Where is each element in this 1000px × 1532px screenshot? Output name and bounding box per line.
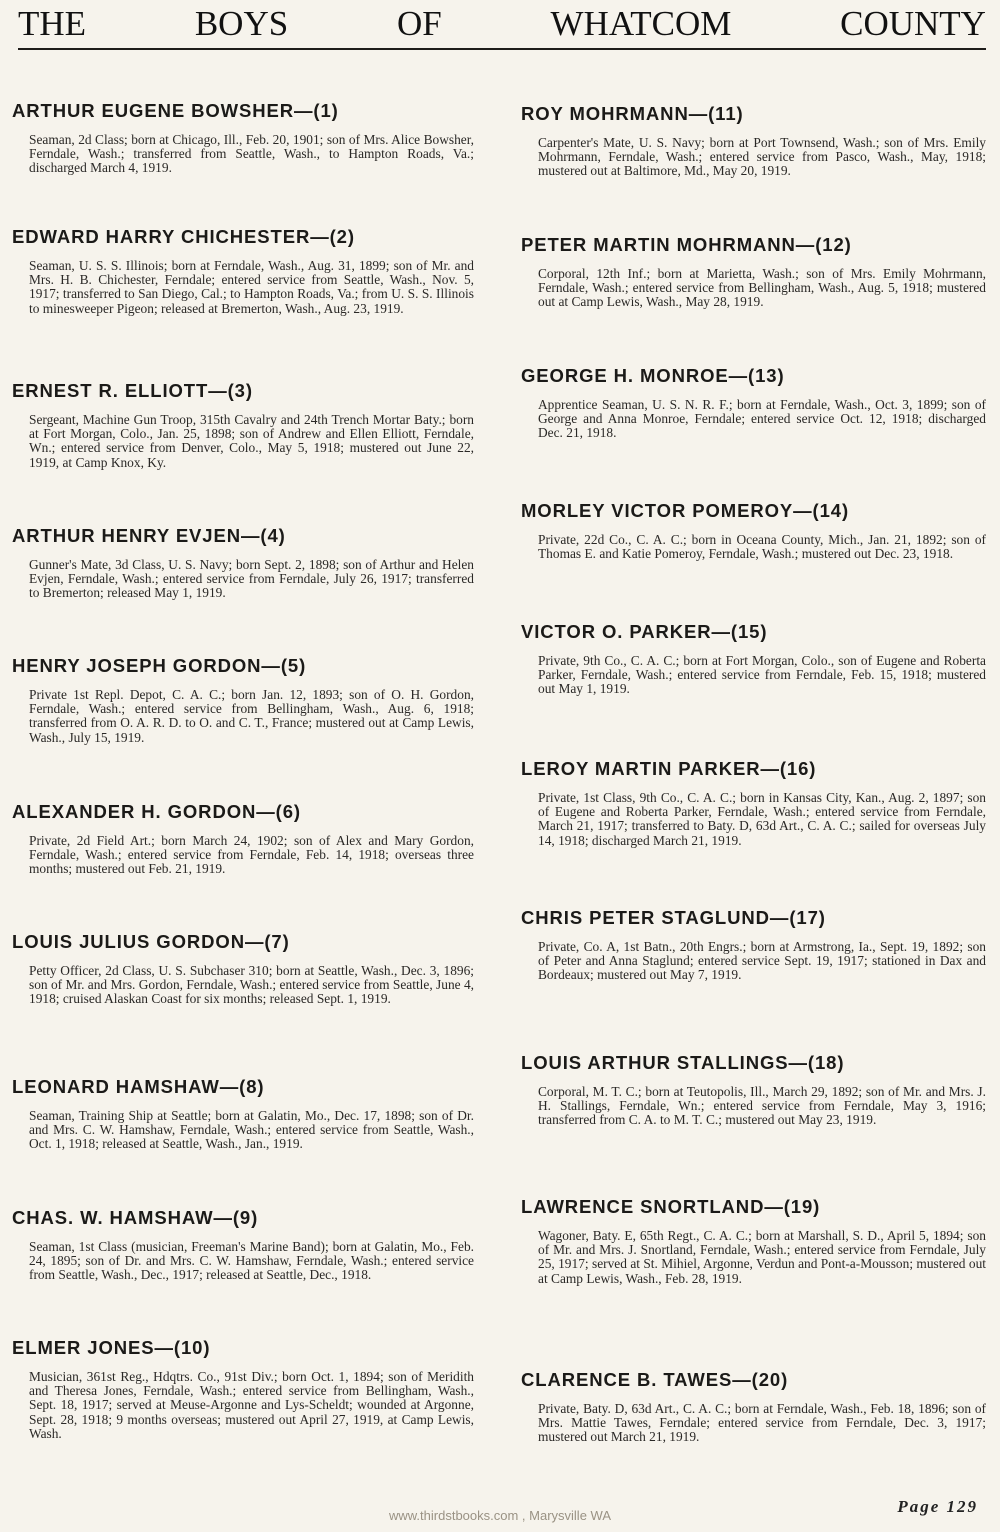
entry-name: CHRIS PETER STAGLUND—(17) [521, 907, 826, 928]
entry-text: Sergeant, Machine Gun Troop, 315th Cavalry and 24th Trench Mortar Baty.; born at Fort Morgan, Colo., Jan. 25, 1898; son of Andrew and Ellen Elliott, Ferndale, Wn.; entered service from Denver, Colo., May 5, 1918; mustered out June 22, 1919, at Camp Knox, Ky. [29, 412, 474, 470]
roster-entry [12, 801, 474, 877]
header-word: THE [18, 4, 87, 43]
roster-entry [12, 525, 474, 601]
roster-entry [521, 621, 986, 697]
entry-name: ARTHUR EUGENE BOWSHER—(1) [12, 100, 339, 121]
entry-name: VICTOR O. PARKER—(15) [521, 621, 768, 642]
entry-text: Musician, 361st Reg., Hdqtrs. Co., 91st Div.; born Oct. 1, 1894; son of Meridith and Theresa Jones, Ferndale, Wash.; entered service from Bellingham, Wash., Sept. 18, 1917; served at Meuse-Argonne and Lys-Scheldt; wounded at Argonne, Sept. 28, 1918; 9 months overseas; mustered out April 27, 1919, at Camp Lewis, Wash. [29, 1369, 474, 1441]
entry-name: ALEXANDER H. GORDON—(6) [12, 801, 301, 822]
roster-entry [12, 1076, 474, 1152]
entry-name: GEORGE H. MONROE—(13) [521, 365, 785, 386]
entry-name: LOUIS JULIUS GORDON—(7) [12, 931, 290, 952]
roster-entry [521, 103, 986, 179]
roster-entry [12, 931, 474, 1007]
roster-entry [12, 380, 474, 470]
entry-text: Private, 22d Co., C. A. C.; born in Oceana County, Mich., Jan. 21, 1892; son of Thomas E. and Katie Pomeroy, Ferndale, Wash.; mustered out Dec. 23, 1918. [538, 532, 986, 562]
entry-text: Private, 1st Class, 9th Co., C. A. C.; born in Kansas City, Kan., Aug. 2, 1897; son of Eugene and Roberta Parker, Ferndale, Wash.; entered service from Ferndale, March 21, 1917; transferred to Baty. D, 63d Art., C. A. C.; sailed for overseas July 14, 1918; discharged March 21, 1919. [538, 790, 986, 848]
entry-text: Carpenter's Mate, U. S. Navy; born at Port Townsend, Wash.; son of Mrs. Emily Mohrmann, Ferndale, Wash.; entered service from Pasco, Wash., May, 1918; mustered out at Baltimore, Md., May 20, 1919. [538, 135, 986, 179]
entry-text: Private, 9th Co., C. A. C.; born at Fort Morgan, Colo., son of Eugene and Roberta Parker, Ferndale, Wash.; entered service from Ferndale, Feb. 15, 1918; mustered out May 1, 1919. [538, 653, 986, 697]
header-word: WHATCOM [550, 4, 732, 43]
roster-entry [521, 1052, 986, 1128]
entry-text: Private, Co. A, 1st Batn., 20th Engrs.; born at Armstrong, Ia., Sept. 19, 1892; son of Peter and Anna Staglund; entered service Sept. 19, 1917; stationed in Dax and Bordeaux; mustered out May 7, 1919. [538, 939, 986, 983]
entry-text: Seaman, 1st Class (musician, Freeman's Marine Band); born at Galatin, Mo., Feb. 24, 1895; son of Dr. and Mrs. C. W. Hamshaw, Ferndale, Wash.; entered service from Seattle, Wash., Dec., 1917; released at Seattle, Dec., 1918. [29, 1239, 474, 1283]
entry-name: MORLEY VICTOR POMEROY—(14) [521, 500, 850, 521]
entry-name: CLARENCE B. TAWES—(20) [521, 1369, 789, 1390]
entry-text: Private, Baty. D, 63d Art., C. A. C.; born at Ferndale, Wash., Feb. 18, 1896; son of Mrs. Mattie Tawes, Ferndale; entered service from Ferndale, Dec. 3, 1917; mustered out March 21, 1919. [538, 1401, 986, 1445]
entry-name: ELMER JONES—(10) [12, 1337, 211, 1358]
entry-text: Private 1st Repl. Depot, C. A. C.; born Jan. 12, 1893; son of O. H. Gordon, Ferndale, Wash.; entered service from Bellingham, Wash., Aug. 6, 1918; transferred from O. A. R. D. to O. and C. T., France; mustered out at Camp Lewis, Wash., July 15, 1919. [29, 687, 474, 745]
roster-entry [12, 1337, 474, 1441]
header-word: OF [396, 4, 442, 43]
entry-text: Apprentice Seaman, U. S. N. R. F.; born at Ferndale, Wash., Oct. 3, 1899; son of George and Anna Monroe, Ferndale; entered service Oct. 12, 1918; discharged Dec. 21, 1918. [538, 397, 986, 441]
entry-text: Gunner's Mate, 3d Class, U. S. Navy; born Sept. 2, 1898; son of Arthur and Helen Evjen, Ferndale, Wash.; entered service from Ferndale, July 26, 1917; transferred to Bremerton; released May 1, 1919. [29, 557, 474, 601]
entry-text: Seaman, U. S. S. Illinois; born at Ferndale, Wash., Aug. 31, 1899; son of Mr. and Mrs. H. B. Chichester, Ferndale; entered service from Seattle, Wash., Nov. 5, 1917; transferred to San Diego, Cal.; to Hampton Roads, Va.; from U. S. S. Illinois to minesweeper Pigeon; released at Bremerton, Wash., Aug. 23, 1919. [29, 258, 474, 316]
entry-text: Seaman, Training Ship at Seattle; born at Galatin, Mo., Dec. 17, 1898; son of Dr. and Mrs. C. W. Hamshaw, Ferndale, Wash.; entered service from Seattle, Wash., Oct. 1, 1918; released at Seattle, Wash., Jan., 1919. [29, 1108, 474, 1152]
roster-entry [12, 1207, 474, 1283]
page-header [18, 0, 986, 50]
entry-name: HENRY JOSEPH GORDON—(5) [12, 655, 307, 676]
entry-name: EDWARD HARRY CHICHESTER—(2) [12, 226, 355, 247]
entry-name: PETER MARTIN MOHRMANN—(12) [521, 234, 852, 255]
entry-name: CHAS. W. HAMSHAW—(9) [12, 1207, 259, 1228]
entry-name: ARTHUR HENRY EVJEN—(4) [12, 525, 286, 546]
entry-text: Wagoner, Baty. E, 65th Regt., C. A. C.; born at Marshall, S. D., April 5, 1894; son of Mr. and Mrs. J. Snortland, Ferndale, Wash.; entered service from Ferndale, July 25, 1917; served at St. Mihiel, Argonne, Verdun and Pont-a-Mousson; mustered out at Camp Lewis, Wash., Feb. 28, 1919. [538, 1228, 986, 1286]
page-number: Page 129 [897, 1497, 978, 1516]
header-word: BOYS [194, 4, 289, 43]
roster-entry [521, 500, 986, 561]
source-url: www.thirdstbooks.com , Marysville WA [388, 1508, 611, 1523]
roster-entry [521, 234, 986, 310]
roster-entry [521, 1196, 986, 1286]
entry-name: LOUIS ARTHUR STALLINGS—(18) [521, 1052, 845, 1073]
entry-text: Seaman, 2d Class; born at Chicago, Ill., Feb. 20, 1901; son of Mrs. Alice Bowsher, Ferndale, Wash.; transferred from Seattle, Wash., to Hampton Roads, Va.; discharged March 4, 1919. [29, 132, 474, 176]
roster-entry [521, 1369, 986, 1445]
roster-entry [521, 365, 986, 441]
roster-entry [12, 655, 474, 745]
roster-entry [521, 907, 986, 983]
roster-entry [12, 100, 474, 176]
entry-text: Corporal, 12th Inf.; born at Marietta, Wash.; son of Mrs. Emily Mohrmann, Ferndale, Wash.; entered service from Bellingham, Wash., Aug. 5, 1918; mustered out at Camp Lewis, Wash., May 28, 1919. [538, 266, 986, 310]
entry-name: LAWRENCE SNORTLAND—(19) [521, 1196, 821, 1217]
header-word: COUNTY [840, 4, 986, 43]
entry-text: Corporal, M. T. C.; born at Teutopolis, Ill., March 29, 1892; son of Mr. and Mrs. J. H. Stallings, Ferndale, Wn.; entered service from Ferndale, May 3, 1916; transferred from C. A. to M. T. C.; mustered out May 23, 1919. [538, 1084, 986, 1128]
entry-text: Private, 2d Field Art.; born March 24, 1902; son of Alex and Mary Gordon, Ferndale, Wash.; entered service from Ferndale, Feb. 14, 1918; overseas three months; mustered out Feb. 21, 1919. [29, 833, 474, 877]
roster-entry [521, 758, 986, 848]
entry-name: LEONARD HAMSHAW—(8) [12, 1076, 265, 1097]
entry-name: ERNEST R. ELLIOTT—(3) [12, 380, 253, 401]
entry-name: LEROY MARTIN PARKER—(16) [521, 758, 817, 779]
roster-entry [12, 226, 474, 316]
entry-name: ROY MOHRMANN—(11) [521, 103, 744, 124]
entry-text: Petty Officer, 2d Class, U. S. Subchaser 310; born at Seattle, Wash., Dec. 3, 1896; son of Mr. and Mrs. Gordon, Ferndale, Wash.; entered service from Seattle, June 4, 1918; cruised Alaskan Coast for six months; released Sept. 1, 1919. [29, 963, 474, 1007]
